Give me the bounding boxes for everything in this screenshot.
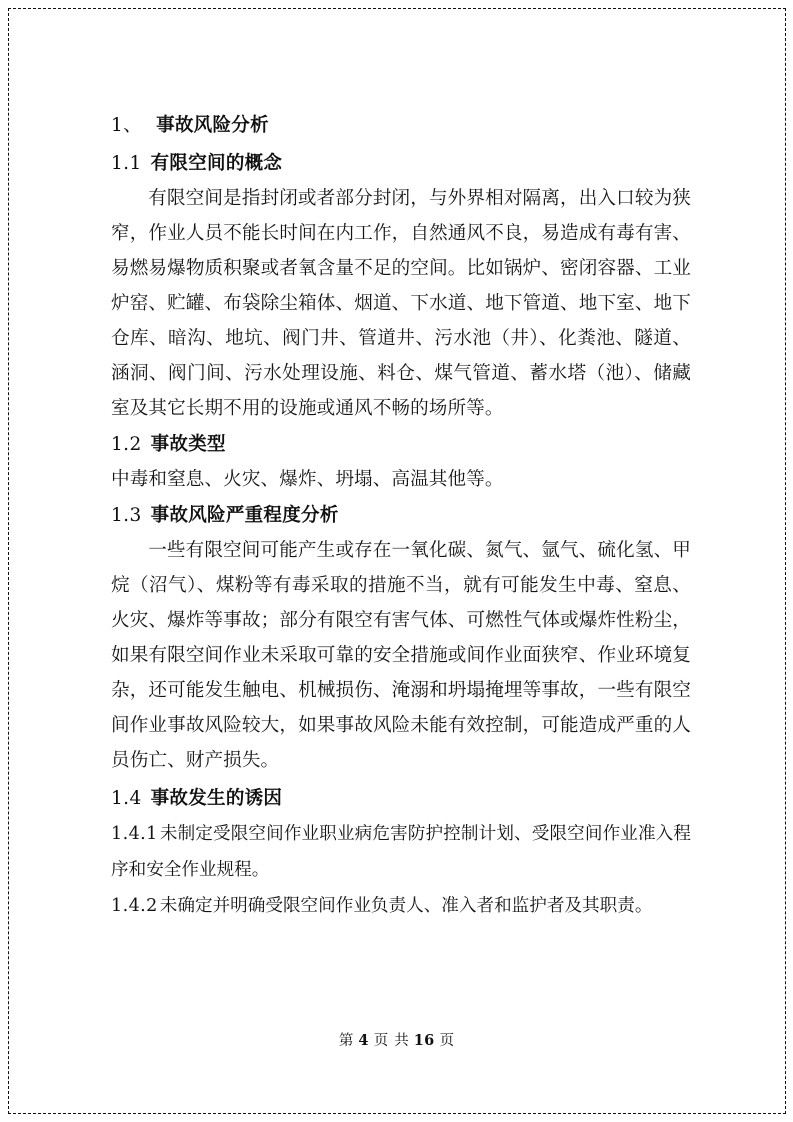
heading-section-1-4-number: 1.4 bbox=[111, 788, 142, 809]
footer-total-label: 共 bbox=[394, 1033, 409, 1049]
page-footer bbox=[0, 1031, 793, 1051]
paragraph-section-1-1: 有限空间是指封闭或者部分封闭，与外界相对隔离，出入口较为狭窄，作业人员不能长时间在内工作，自然通风不良，易造成有毒有害、易燃易爆物质积聚或者氧含量不足的空间。比如锅炉、密闭容器、工业炉窑、贮罐、布袋除尘箱体、烟道、下水道、地下管道、地下室、地下仓库、暗沟、地坑、阀门井、管道井、污水池（井）、化粪池、隧道、涵洞、阀门间、污水处理设施、料仓、煤气管道、蓄水塔（池）、储藏室及其它长期不用的设施或通风不畅的场所等。 bbox=[111, 188, 691, 419]
heading-section-1-3-title: 事故风险严重程度分析 bbox=[150, 505, 339, 526]
clause-1-4-1 bbox=[111, 816, 691, 888]
paragraph-section-1-3: 一些有限空间可能产生或存在一氧化碳、氮气、氩气、硫化氢、甲烷（沼气）、煤粉等有毒采取的措施不当，就有可能发生中毒、窒息、火灾、爆炸等事故；部分有限空有害气体、可燃性气体或爆炸性粉尘，如果有限空间作业未采取可靠的安全措施或间作业面狭窄、作业环境复杂，还可能发生触电、机械损伤、淹溺和坍塌掩埋等事故，一些有限空间作业事故风险较大，如果事故风险未能有效控制，可能造成严重的人员伤亡、财产损失。 bbox=[111, 540, 691, 771]
footer-page-unit: 页 bbox=[373, 1033, 389, 1049]
clause-1-4-1-text: 未制定受限空间作业职业病危害防护控制计划、受限空间作业准入程序和安全作业规程。 bbox=[111, 824, 691, 880]
footer-prefix: 第 bbox=[338, 1033, 354, 1049]
heading-section-1-title: 事故风险分析 bbox=[156, 115, 269, 136]
clause-1-4-2-number: 1.4.2 bbox=[111, 896, 158, 916]
heading-section-1-4 bbox=[111, 781, 691, 816]
document-content bbox=[111, 108, 691, 924]
heading-section-1-1 bbox=[111, 146, 691, 181]
heading-section-1-1-number: 1.1 bbox=[111, 153, 142, 174]
heading-section-1-3 bbox=[111, 498, 691, 533]
footer-current-page: 4 bbox=[358, 1032, 369, 1049]
heading-section-1-2-title: 事故类型 bbox=[150, 434, 226, 455]
heading-section-1-3-number: 1.3 bbox=[111, 505, 142, 526]
clause-1-4-2 bbox=[111, 888, 691, 924]
heading-section-1-2 bbox=[111, 427, 691, 462]
heading-section-1-1-title: 有限空间的概念 bbox=[150, 153, 283, 174]
heading-section-1 bbox=[111, 108, 691, 146]
heading-section-1-2-number: 1.2 bbox=[111, 434, 142, 455]
clause-1-4-2-text: 未确定并明确受限空间作业负责人、准入者和监护者及其职责。 bbox=[159, 896, 653, 916]
clause-1-4-1-number: 1.4.1 bbox=[111, 824, 158, 844]
footer-total-unit: 页 bbox=[439, 1033, 455, 1049]
paragraph-section-1-2: 中毒和窒息、火灾、爆炸、坍塌、高温其他等。 bbox=[111, 469, 504, 490]
heading-section-1-number: 1、 bbox=[111, 115, 143, 136]
footer-total-pages: 16 bbox=[413, 1032, 435, 1049]
heading-section-1-4-title: 事故发生的诱因 bbox=[150, 788, 283, 809]
